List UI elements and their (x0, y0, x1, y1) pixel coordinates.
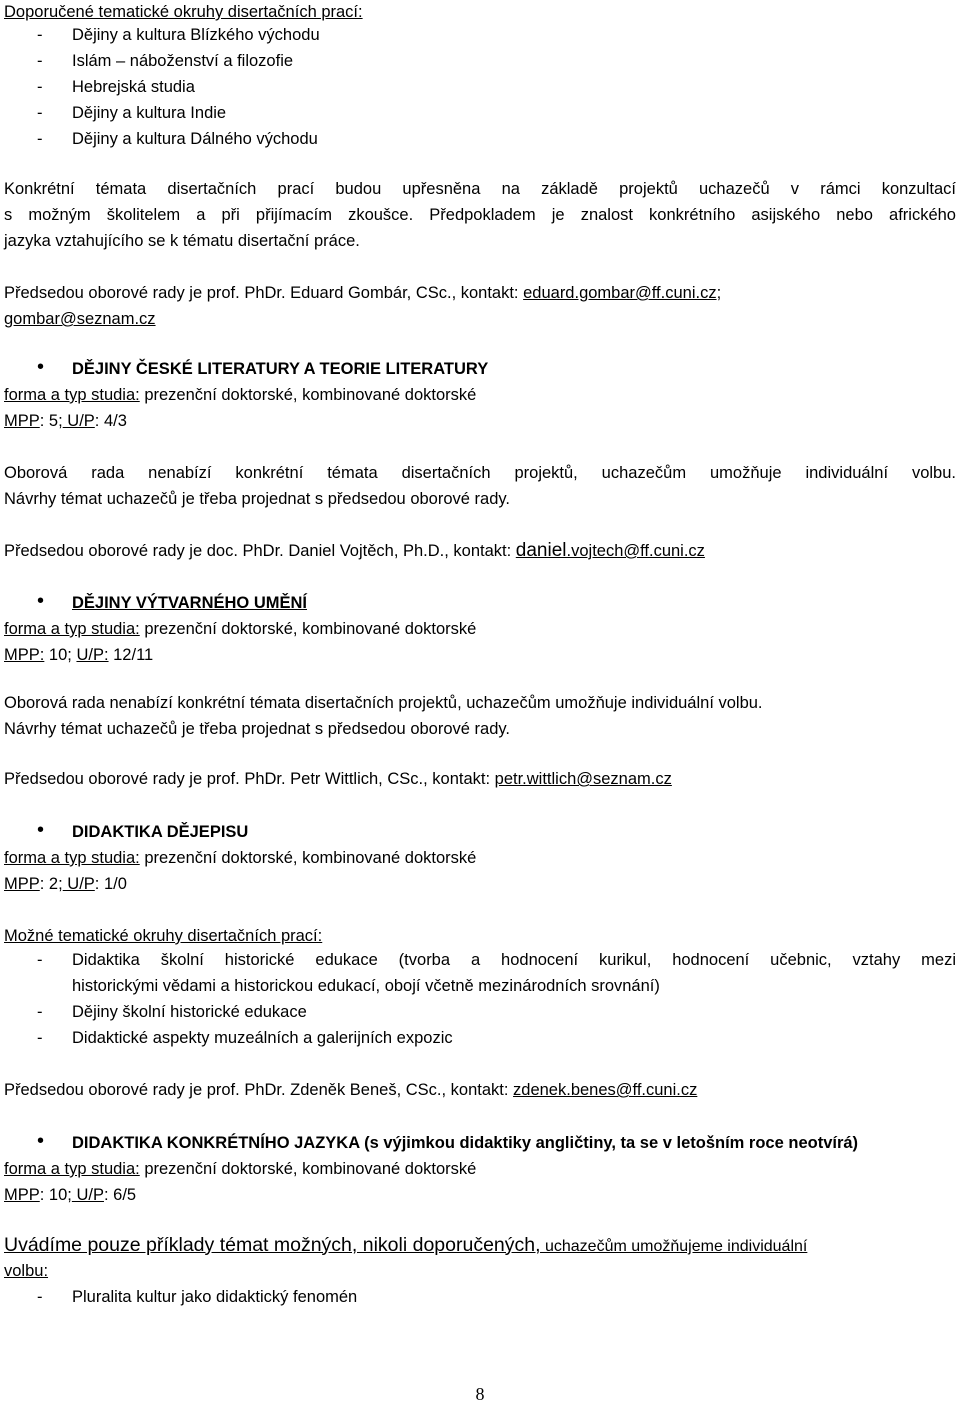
section-text-line: Oborová rada nenabízí konkrétní témata disertačních projektů, uchazečům umožňuje individuální volbu. (4, 464, 956, 482)
intro-heading: Doporučené tematické okruhy disertačních prací: (4, 3, 363, 21)
up-value: : 1/0 (94, 875, 127, 893)
study-form-label: forma a typ studia: (4, 620, 140, 638)
page-number: 8 (475, 1384, 485, 1404)
chair-text: Předsedou oborové rady je prof. PhDr. Petr Wittlich, CSc., kontakt: (4, 770, 495, 788)
list-dash: - (37, 52, 43, 70)
mpp-label: MPP: (4, 646, 45, 664)
section-text-line: Návrhy témat uchazečů je třeba projednat s předsedou oborové rady. (4, 490, 510, 508)
list-item: Dějiny školní historické edukace (72, 1003, 307, 1021)
mpp-value: : 2; (39, 875, 63, 893)
mpp-label: MPP (4, 412, 40, 430)
intro-chair-line (4, 281, 721, 305)
list-item: Hebrejská studia (72, 78, 195, 96)
chair-email-link-2[interactable]: gombar@seznam.cz (4, 310, 156, 328)
study-form-line (4, 383, 476, 407)
study-form-value: prezenční doktorské, kombinované doktorské (139, 849, 477, 867)
up-label: U/P (62, 412, 95, 430)
up-value: : 4/3 (94, 412, 127, 430)
study-form-label: forma a typ studia: (4, 1160, 140, 1178)
up-value: 12/11 (108, 646, 154, 664)
note-line (4, 1233, 807, 1259)
note-line-2: volbu: (4, 1262, 49, 1280)
study-form-label: forma a typ studia: (4, 849, 140, 867)
up-label: U/P: (76, 646, 109, 664)
up-label: U/P (62, 875, 95, 893)
list-item: Pluralita kultur jako didaktický fenomén (72, 1288, 358, 1306)
list-item: Didaktika školní historické edukace (tvorba a hodnocení kurikul, hodnocení učebnic, vztahy mezi (72, 951, 956, 969)
list-dash: - (37, 951, 43, 969)
list-dash: - (37, 130, 43, 148)
section-title-umeni: DĚJINY VÝTVARNÉHO UMĚNÍ (72, 594, 308, 612)
chair-line (4, 767, 672, 791)
list-item: Dějiny a kultura Indie (72, 104, 227, 122)
mpp-label: MPP (4, 875, 40, 893)
chair-line (4, 539, 705, 563)
chair-email-link[interactable]: zdenek.benes@ff.cuni.cz (513, 1081, 698, 1099)
mpp-label: MPP (4, 1186, 40, 1204)
topics-heading: Možné tematické okruhy disertačních prací: (4, 927, 323, 945)
bullet-icon: • (37, 590, 45, 612)
note-small-text: uchazečům umožňujeme individuální (540, 1238, 808, 1255)
up-label: U/P (71, 1186, 104, 1204)
bullet-icon: • (37, 1130, 45, 1152)
chair-email-link[interactable]: .vojtech@ff.cuni.cz (566, 542, 705, 560)
bullet-icon: • (37, 356, 45, 378)
chair-email-link[interactable]: eduard.gombar@ff.cuni.cz (523, 284, 717, 302)
list-item: Islám – náboženství a filozofie (72, 52, 294, 70)
mpp-line (4, 872, 127, 896)
list-dash: - (37, 104, 43, 122)
list-item: Didaktické aspekty muzeálních a galerijních expozic (72, 1029, 453, 1047)
bullet-icon: • (37, 819, 45, 841)
list-dash: - (37, 1029, 43, 1047)
study-form-value: prezenční doktorské, kombinované doktorské (139, 1160, 477, 1178)
section-text-line: Návrhy témat uchazečů je třeba projednat s předsedou oborové rady. (4, 720, 510, 738)
up-value: : 6/5 (103, 1186, 137, 1204)
separator: ; (716, 284, 722, 302)
list-item: Dějiny a kultura Blízkého východu (72, 26, 320, 44)
section-title-literatura: DĚJINY ČESKÉ LITERATURY A TEORIE LITERATURY (72, 360, 489, 378)
study-form-label: forma a typ studia: (4, 386, 140, 404)
mpp-value: : 5; (39, 412, 63, 430)
mpp-value: : 10; (39, 1186, 72, 1204)
mpp-value: 10; (44, 646, 77, 664)
study-form-line (4, 846, 476, 870)
study-form-line (4, 617, 476, 641)
section-title-dejepis (72, 820, 248, 844)
intro-paragraph-line: jazyka vztahujícího se k tématu disertační práce. (4, 232, 360, 250)
chair-email-link[interactable]: daniel (515, 540, 567, 561)
intro-paragraph-line: Konkrétní témata disertačních prací budou upřesněna na základě projektů uchazečů v rámci konzultací (4, 180, 956, 198)
list-dash: - (37, 78, 43, 96)
chair-text: Předsedou oborové rady je doc. PhDr. Daniel Vojtěch, Ph.D., kontakt: (4, 542, 516, 560)
chair-line (4, 1078, 697, 1102)
list-dash: - (37, 1288, 43, 1306)
list-dash: - (37, 1003, 43, 1021)
list-item-continuation: historickými vědami a historickou edukací, obojí včetně mezinárodních srovnání) (72, 977, 660, 995)
section-text-line: Oborová rada nenabízí konkrétní témata disertačních projektů, uchazečům umožňuje individuální volbu. (4, 694, 763, 712)
section-title-jazyk: DIDAKTIKA KONKRÉTNÍHO JAZYKA (s výjimkou didaktiky angličtiny, ta se v letošním roce neotvírá) (72, 1134, 859, 1152)
study-form-value: prezenční doktorské, kombinované doktorské (139, 620, 477, 638)
chair-text: Předsedou oborové rady je prof. PhDr. Zdeněk Beneš, CSc., kontakt: (4, 1081, 514, 1099)
list-item: Dějiny a kultura Dálného východu (72, 130, 318, 148)
mpp-line (4, 643, 153, 667)
list-dash: - (37, 26, 43, 44)
chair-text: Předsedou oborové rady je prof. PhDr. Eduard Gombár, CSc., kontakt: (4, 284, 524, 302)
note-big-text: Uvádíme pouze příklady témat možných, nikoli doporučených, (4, 1234, 541, 1256)
study-form-value: prezenční doktorské, kombinované doktorské (139, 386, 477, 404)
chair-email-link[interactable]: petr.wittlich@seznam.cz (494, 770, 672, 788)
mpp-line (4, 409, 127, 433)
study-form-line (4, 1157, 476, 1181)
section-title-text: DIDAKTIKA DĚJEPISU (72, 823, 249, 841)
mpp-line (4, 1183, 136, 1207)
intro-paragraph-line: s možným školitelem a při přijímacím zkoušce. Předpokladem je znalost konkrétního asijského nebo afrického (4, 206, 956, 224)
